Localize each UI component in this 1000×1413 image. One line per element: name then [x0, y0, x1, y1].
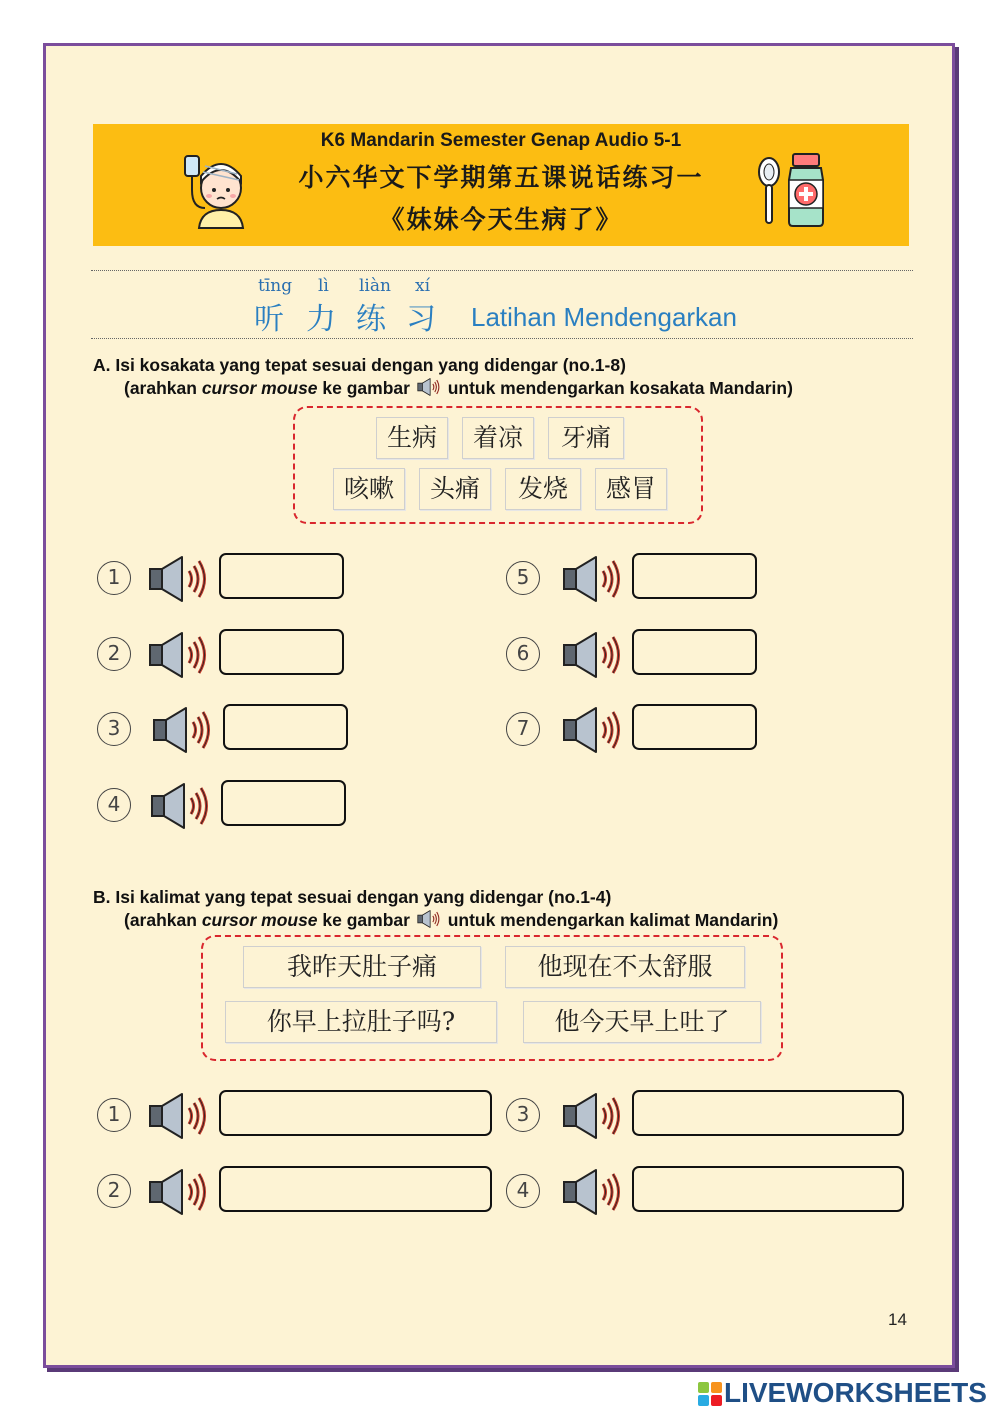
section-b-line2 — [93, 909, 778, 932]
instr-a-pre: (arahkan — [124, 378, 202, 398]
answer-box-long[interactable] — [219, 1166, 492, 1212]
answer-box[interactable] — [219, 629, 344, 675]
page-number: 14 — [888, 1310, 907, 1329]
speaker-icon[interactable] — [148, 1091, 210, 1141]
speaker-icon[interactable] — [562, 1091, 624, 1141]
section-title-latin: Latihan Mendengarkan — [471, 302, 737, 332]
title-chinese: 小六华文下学期第五课说话练习一 — [298, 163, 704, 192]
answer-box-long[interactable] — [219, 1090, 492, 1136]
header-banner — [93, 124, 909, 246]
word-chip[interactable]: 发烧 — [505, 468, 581, 510]
answer-box[interactable] — [219, 553, 344, 599]
instr-b-post: untuk mendengarkan kalimat Mandarin) — [442, 910, 779, 930]
item-number: 3 — [506, 1098, 540, 1132]
item-number: 6 — [506, 637, 540, 671]
speaker-icon[interactable] — [562, 630, 624, 680]
pinyin-li: lì — [318, 276, 329, 296]
mini-speaker-icon — [417, 909, 441, 929]
instr-a-post: untuk mendengarkan kosakata Mandarin) — [442, 378, 793, 398]
word-chip[interactable]: 着凉 — [462, 417, 534, 459]
item-number: 1 — [97, 561, 131, 595]
hanzi-li: 力 — [306, 302, 336, 337]
speaker-icon[interactable] — [562, 1167, 624, 1217]
sentence-chip[interactable]: 你早上拉肚子吗? — [225, 1001, 497, 1043]
sentence-chip[interactable]: 他今天早上吐了 — [523, 1001, 761, 1043]
instr-a-mid: ke gambar — [317, 378, 415, 398]
item-number: 4 — [506, 1174, 540, 1208]
word-chip[interactable]: 头痛 — [419, 468, 491, 510]
subtitle-chinese: 《妹妹今天生病了》 — [379, 205, 623, 234]
section-a-instructions — [93, 354, 793, 400]
word-chip[interactable]: 咳嗽 — [333, 468, 405, 510]
instr-b-pre: (arahkan — [124, 910, 202, 930]
instr-a-italic: cursor mouse — [201, 378, 318, 398]
word-chip[interactable]: 感冒 — [595, 468, 667, 510]
answer-box[interactable] — [632, 553, 757, 599]
sentence-chip[interactable]: 他现在不太舒服 — [505, 946, 745, 988]
answer-box-long[interactable] — [632, 1166, 904, 1212]
speaker-icon[interactable] — [148, 1167, 210, 1217]
divider-bottom — [91, 338, 913, 339]
instr-b-mid: ke gambar — [317, 910, 415, 930]
speaker-icon[interactable] — [562, 705, 624, 755]
speaker-icon[interactable] — [150, 781, 212, 831]
hanzi-xi: 习 — [406, 302, 436, 337]
section-a-line2 — [93, 377, 793, 400]
item-number: 1 — [97, 1098, 131, 1132]
divider-top — [91, 270, 913, 271]
mini-speaker-icon — [417, 377, 441, 397]
hanzi-ting: 听 — [254, 302, 284, 337]
item-number: 3 — [97, 712, 131, 746]
watermark-text: LIVEWORKSHEETS — [724, 1377, 987, 1408]
pinyin-xi: xí — [415, 276, 431, 296]
word-chip[interactable]: 牙痛 — [548, 417, 624, 459]
item-number: 5 — [506, 561, 540, 595]
pinyin-ting: tīng — [258, 276, 293, 296]
section-b-instructions — [93, 886, 778, 932]
item-number: 2 — [97, 637, 131, 671]
word-chip[interactable]: 生病 — [376, 417, 448, 459]
sick-child-icon — [181, 150, 253, 230]
worksheet-page — [43, 43, 955, 1368]
sentence-chip[interactable]: 我昨天肚子痛 — [243, 946, 481, 988]
logo-grid-icon — [698, 1382, 722, 1406]
instr-b-italic: cursor mouse — [201, 910, 318, 930]
word-bank — [293, 406, 703, 524]
answer-box[interactable] — [223, 704, 348, 750]
item-number: 4 — [97, 788, 131, 822]
answer-box[interactable] — [632, 704, 757, 750]
speaker-icon[interactable] — [148, 554, 210, 604]
sentence-bank — [201, 935, 783, 1061]
section-b-line1: B. Isi kalimat yang tepat sesuai dengan yang didengar (no.1-4) — [93, 887, 612, 907]
pinyin-lian: liàn — [359, 276, 391, 296]
item-number: 7 — [506, 712, 540, 746]
answer-box[interactable] — [221, 780, 346, 826]
answer-box-long[interactable] — [632, 1090, 904, 1136]
title-english: K6 Mandarin Semester Genap Audio 5-1 — [320, 130, 682, 151]
section-a-line1: A. Isi kosakata yang tepat sesuai dengan yang didengar (no.1-8) — [93, 355, 626, 375]
speaker-icon[interactable] — [148, 630, 210, 680]
item-number: 2 — [97, 1174, 131, 1208]
speaker-icon[interactable] — [562, 554, 624, 604]
medicine-bottle-icon — [755, 150, 827, 230]
speaker-icon[interactable] — [152, 705, 214, 755]
answer-box[interactable] — [632, 629, 757, 675]
hanzi-lian: 练 — [356, 302, 386, 337]
